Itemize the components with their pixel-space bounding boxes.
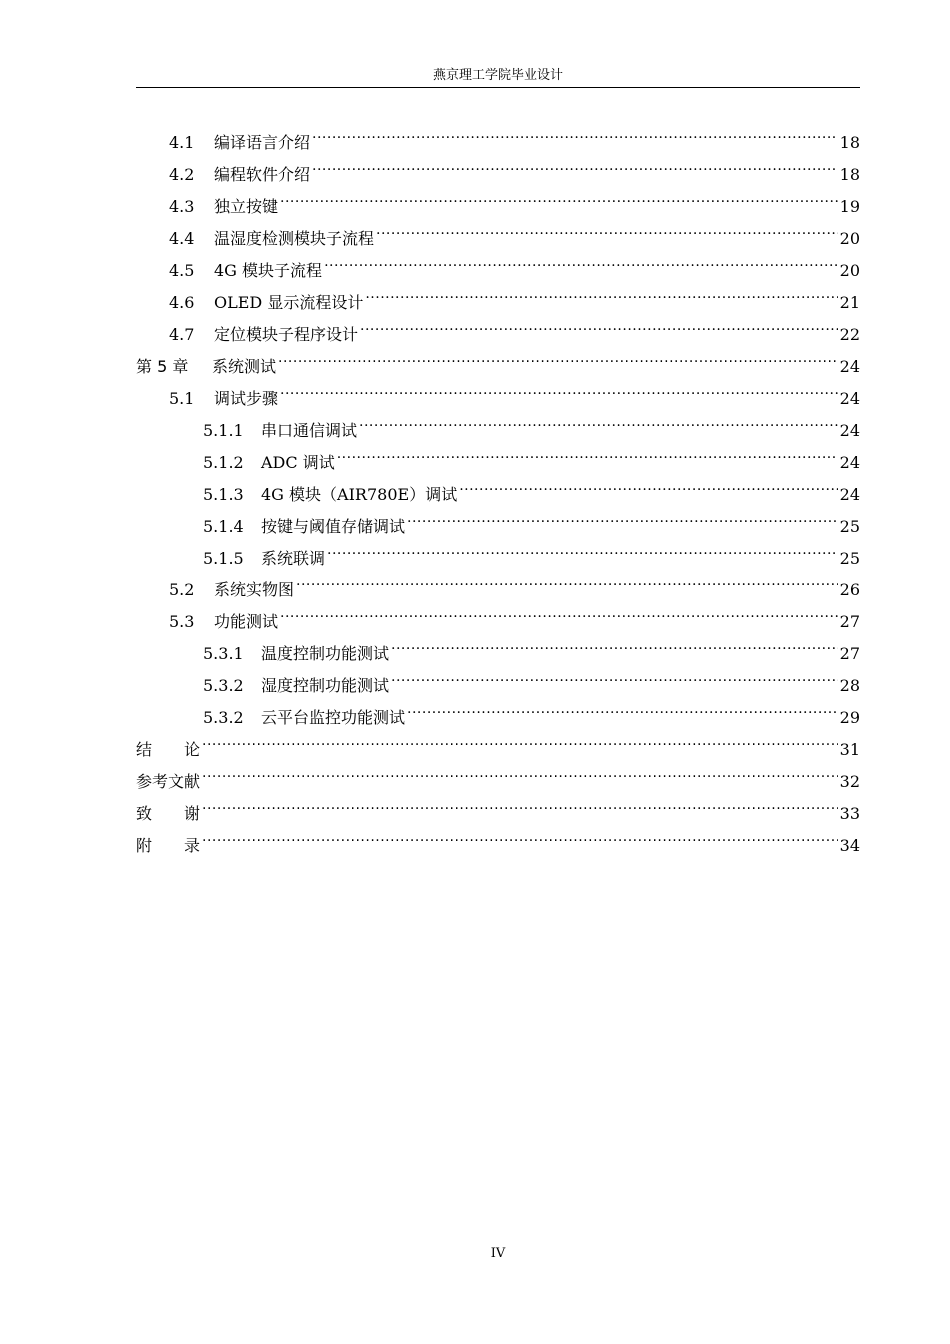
toc-entry[interactable] [136,116,860,152]
toc-entry-backmatter[interactable] [136,723,860,759]
toc-entry-title: 云平台监控功能测试 [261,708,406,727]
toc-entry[interactable] [136,308,860,344]
toc-entry[interactable] [136,691,860,727]
toc-entry[interactable] [136,659,860,695]
toc-entry-page: 18 [839,165,860,184]
toc-entry-page: 24 [839,485,860,504]
toc-entry-title: 系统实物图 [214,580,295,599]
toc-entry-page: 27 [839,644,860,663]
toc-entry-title: 系统联调 [261,549,326,568]
toc-leader [202,755,838,787]
toc-leader [202,819,838,851]
toc-entry[interactable] [136,180,860,216]
toc-entry-number: 4.3 [169,197,195,216]
toc-leader [391,659,838,691]
toc-leader [376,212,838,244]
toc-leader [327,532,838,564]
toc-entry[interactable] [136,244,860,280]
toc-entry-number: 5.3.1 [203,644,244,663]
toc-entry-number: 5.2 [169,580,195,599]
toc-leader [391,627,838,659]
toc-entry-title: 独立按键 [214,197,279,216]
toc-entry-page: 25 [839,549,860,568]
toc-entry-number: 4.7 [169,325,195,344]
toc-leader [407,500,838,532]
toc-leader [337,436,838,468]
toc-leader [459,468,837,500]
toc-entry-page: 20 [839,229,860,248]
toc-entry-backmatter[interactable] [136,819,860,855]
toc-leader [278,340,838,372]
toc-entry-title: 编程软件介绍 [214,165,311,184]
toc-entry-number: 5.1.3 [203,485,244,504]
toc-entry-number: 5.1.4 [203,517,244,536]
toc-entry-title: 结 论 [136,740,201,759]
toc-entry-number: 第 5 章 [136,357,189,376]
toc-entry-page: 18 [839,133,860,152]
toc-entry-backmatter[interactable] [136,755,860,791]
toc-entry-title: 湿度控制功能测试 [261,676,390,695]
toc-entry-page: 20 [839,261,860,280]
running-header: 燕京理工学院毕业设计 [432,68,563,83]
toc-leader [407,691,838,723]
toc-entry-page: 34 [839,836,860,855]
toc-entry-number: 5.1.5 [203,549,244,568]
toc-entry-page: 24 [839,389,860,408]
toc-entry[interactable] [136,532,860,568]
toc-entry-page: 27 [839,612,860,631]
toc-entry-title: 定位模块子程序设计 [214,325,359,344]
toc-entry-backmatter[interactable] [136,787,860,823]
toc-leader [202,787,838,819]
header-rule [136,87,860,88]
toc-entry-title: 4G 模块（AIR780E）调试 [261,485,458,504]
toc-entry-title: 功能测试 [214,612,279,631]
toc-entry-number: 4.1 [169,133,195,152]
toc-entry-number: 4.2 [169,165,195,184]
toc-entry-title: 串口通信调试 [261,421,358,440]
toc-leader [324,244,838,276]
toc-entry-page: 26 [839,580,860,599]
toc-entry-title: 4G 模块子流程 [214,261,323,280]
toc-leader [360,308,838,340]
toc-leader [312,116,838,148]
toc-entry-title: OLED 显示流程设计 [214,293,364,312]
toc-entry-page: 22 [839,325,860,344]
toc-entry-title: ADC 调试 [261,453,335,472]
toc-entry-page: 24 [839,421,860,440]
toc-leader [365,276,837,308]
toc-entry-title: 附 录 [136,836,201,855]
toc-entry[interactable] [136,627,860,663]
toc-entry[interactable] [136,500,860,536]
toc-entry-title: 按键与阈值存储调试 [261,517,406,536]
toc-leader [359,404,838,436]
toc-entry-title: 参考文献 [136,772,201,791]
toc-entry-page: 25 [839,517,860,536]
toc-entry-number: 5.3 [169,612,195,631]
toc-entry-title: 调试步骤 [214,389,279,408]
toc-entry-title: 温湿度检测模块子流程 [214,229,375,248]
toc-entry[interactable] [136,372,860,408]
toc-entry-page: 24 [839,357,860,376]
toc-entry-number: 5.1.1 [203,421,244,440]
toc-leader [280,180,838,212]
toc-entry-number: 4.5 [169,261,195,280]
toc-entry-chapter[interactable] [136,340,860,376]
toc-entry[interactable] [136,468,860,504]
toc-entry-page: 33 [839,804,860,823]
toc-entry-number: 5.3.2 [203,676,244,695]
toc-entry-page: 28 [839,676,860,695]
toc-leader [202,723,838,755]
toc-leader [280,372,838,404]
toc-entry[interactable] [136,276,860,312]
toc-leader [312,148,838,180]
toc-entry-page: 32 [839,772,860,791]
toc-leader [280,595,838,627]
page-number: IV [490,1246,506,1261]
toc-entry-number: 4.6 [169,293,195,312]
toc-entry[interactable] [136,148,860,184]
toc-entry-title: 编译语言介绍 [214,133,311,152]
toc-entry-page: 29 [839,708,860,727]
toc-entry-title: 致 谢 [136,804,201,823]
toc-entry[interactable] [136,563,860,599]
toc-entry-title: 系统测试 [212,357,277,376]
toc-entry-page: 31 [839,740,860,759]
toc-entry-number: 4.4 [169,229,195,248]
toc-entry[interactable] [136,404,860,440]
toc-entry-page: 24 [839,453,860,472]
toc-entry-page: 19 [839,197,860,216]
toc-entry-number: 5.1.2 [203,453,244,472]
toc-entry-number: 5.1 [169,389,195,408]
toc-entry-number: 5.3.2 [203,708,244,727]
toc-entry[interactable] [136,595,860,631]
toc-entry[interactable] [136,212,860,248]
toc-entry-page: 21 [839,293,860,312]
toc-entry-title: 温度控制功能测试 [261,644,390,663]
toc-entry[interactable] [136,436,860,472]
toc-leader [296,563,838,595]
